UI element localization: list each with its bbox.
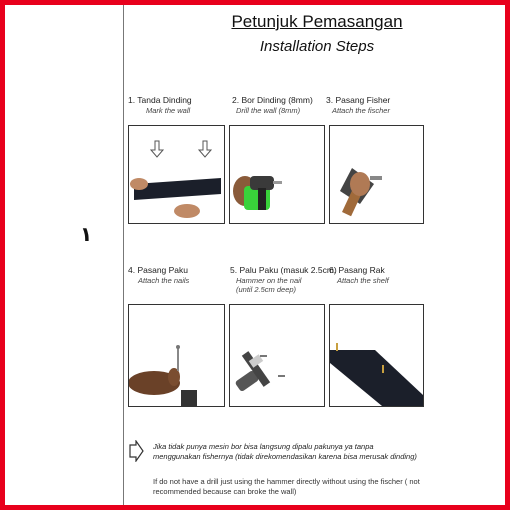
step-4-label (128, 265, 189, 285)
step-6-subtitle: Attach the shelf (337, 275, 389, 285)
step-3-label (326, 95, 390, 115)
note-indonesian (153, 442, 503, 462)
note-id-line-1: Jika tidak punya mesin bor bisa langsung dipalu pakunya ya tanpa (153, 442, 374, 451)
step-4-title: 4. Pasang Paku (128, 265, 189, 275)
step-5-title: 5. Palu Paku (masuk 2.5cm) (230, 265, 337, 275)
step-5-label (230, 265, 337, 294)
note-english (153, 477, 503, 497)
note-en-line-1: If do not have a drill just using the hammer directly without using the fischer ( not (153, 477, 420, 486)
step-2-label (232, 95, 313, 115)
step-2-subtitle: Drill the wall (8mm) (236, 105, 301, 115)
step-3-title: 3. Pasang Fisher (326, 95, 391, 105)
step-3-image (329, 125, 424, 224)
step-4-subtitle: Attach the nails (138, 275, 190, 285)
step-1-subtitle: Mark the wall (146, 105, 191, 115)
step-1-image (128, 125, 225, 224)
note-id-line-2: menggunakan fishernya (tidak direkomendasikan karena bisa merusak dinding) (153, 452, 417, 462)
step-1-title: 1. Tanda Dinding (128, 95, 192, 105)
step-6-label (329, 265, 389, 285)
step-3-subtitle: Attach the fischer (332, 105, 390, 115)
arrow-down-icon (151, 141, 211, 157)
step-5-image (229, 304, 325, 407)
step-2-title: 2. Bor Dinding (8mm) (232, 95, 313, 105)
note-en-line-2: recommended because can broke the wall) (153, 487, 297, 497)
step-6-image (329, 304, 424, 407)
page-title: Petunjuk Pemasangan (231, 12, 403, 31)
step-1-label (128, 95, 192, 115)
step-6-title: 6. Pasang Rak (329, 265, 385, 275)
step-2-image (229, 125, 325, 224)
step-5-subtitle-detail: (until 2.5cm deep) (236, 285, 297, 294)
page-divider (123, 5, 124, 505)
page-subtitle: Installation Steps (259, 38, 375, 55)
page-number: ١ (80, 222, 93, 246)
arrow-right-icon (128, 440, 144, 467)
step-5-subtitle: Hammer on the nail (236, 275, 302, 285)
step-4-image (128, 304, 225, 407)
